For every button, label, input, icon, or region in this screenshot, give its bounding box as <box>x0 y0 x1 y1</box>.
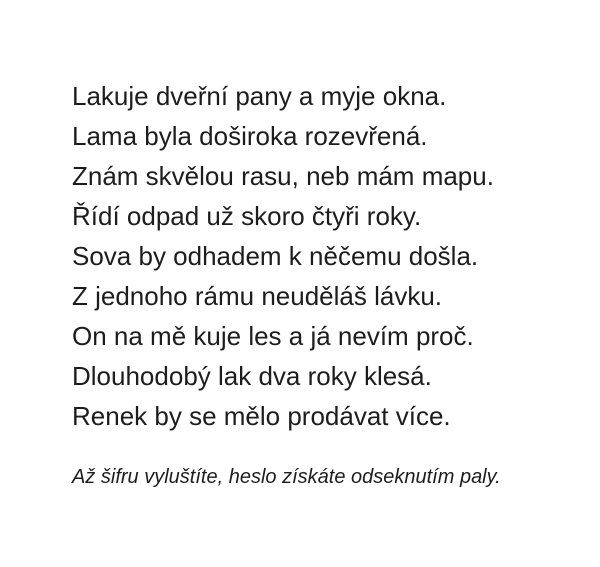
cipher-line-6: Z jednoho rámu neuděláš lávku. <box>72 281 443 311</box>
cipher-line-8: Dlouhodobý lak dva roky klesá. <box>72 361 432 391</box>
cipher-line-3: Znám skvělou rasu, neb mám mapu. <box>72 161 494 191</box>
cipher-line-7: On na mě kuje les a já nevím proč. <box>72 321 474 351</box>
cipher-line-9: Renek by se mělo prodávat více. <box>72 401 451 431</box>
cipher-line-4: Řídí odpad už skoro čtyři roky. <box>72 201 422 231</box>
hint-note: Až šifru vyluštíte, heslo získáte odseknutím paly. <box>72 466 501 488</box>
cipher-line-2: Lama byla doširoka rozevřená. <box>72 121 428 151</box>
cipher-line-5: Sova by odhadem k něčemu došla. <box>72 241 479 271</box>
cipher-line-1: Lakuje dveřní pany a myje okna. <box>72 81 447 111</box>
